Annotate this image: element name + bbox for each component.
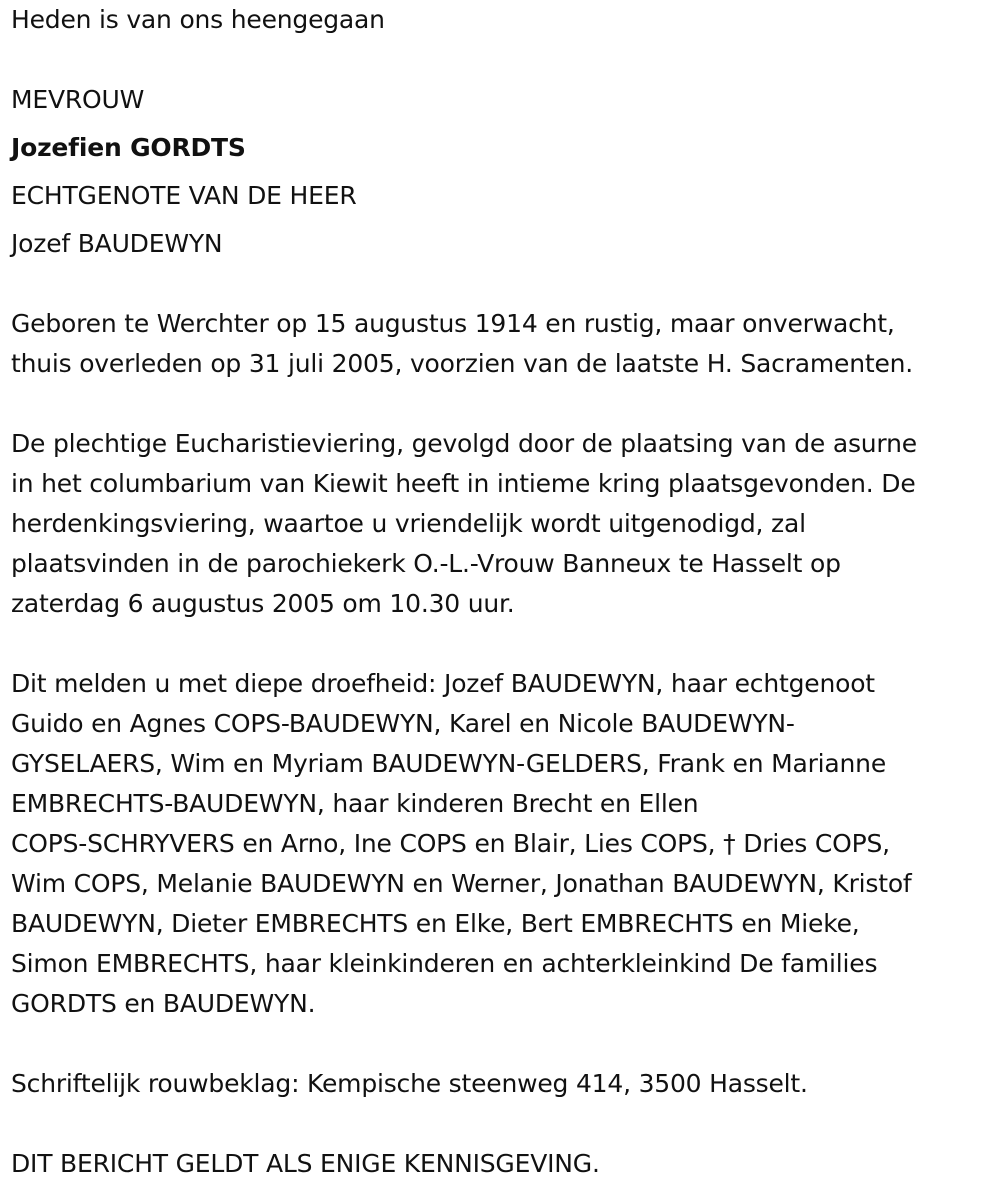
spacer [11,168,996,176]
spacer [11,216,996,224]
spouse-name: Jozef BAUDEWYN [11,229,223,258]
paragraph-line: Guido en Agnes COPS-BAUDEWYN, Karel en Nicole BAUDEWYN- [11,709,795,738]
honorific: MEVROUW [11,85,145,114]
spacer [11,1104,996,1144]
spacer [11,40,996,80]
paragraph-line: COPS-SCHRYVERS en Arno, Ine COPS en Blair, Lies COPS, † Dries COPS, [11,829,890,858]
paragraph-line: EMBRECHTS-BAUDEWYN, haar kinderen Brecht en Ellen [11,789,699,818]
paragraph-line: Wim COPS, Melanie BAUDEWYN en Werner, Jonathan BAUDEWYN, Kristof [11,869,912,898]
paragraph-line: Dit melden u met diepe droefheid: Jozef BAUDEWYN, haar echtgenoot [11,669,875,698]
paragraph-line: GORDTS en BAUDEWYN. [11,989,316,1018]
paragraph-line: De plechtige Eucharistieviering, gevolgd door de plaatsing van de asurne [11,429,917,458]
ceremony-paragraph [11,424,996,624]
paragraph-line: Simon EMBRECHTS, haar kleinkinderen en achterkleinkind De families [11,949,878,978]
paragraph-line: in het columbarium van Kiewit heeft in intieme kring plaatsgevonden. De [11,469,916,498]
paragraph-line: GYSELAERS, Wim en Myriam BAUDEWYN-GELDERS, Frank en Marianne [11,749,886,778]
spacer [11,384,996,424]
paragraph-line: Geboren te Werchter op 15 augustus 1914 en rustig, maar onverwacht, [11,309,895,338]
obituary-notice [11,0,996,1184]
deceased-name: Jozefien GORDTS [11,133,246,162]
relation-text: ECHTGENOTE VAN DE HEER [11,181,357,210]
spacer [11,264,996,304]
paragraph-line: herdenkingsviering, waartoe u vriendelijk wordt uitgenodigd, zal [11,509,806,538]
paragraph-line: zaterdag 6 augustus 2005 om 10.30 uur. [11,589,515,618]
spacer [11,1024,996,1064]
paragraph-line: thuis overleden op 31 juli 2005, voorzien van de laatste H. Sacramenten. [11,349,914,378]
intro-text: Heden is van ons heengegaan [11,5,385,34]
closing-statement: DIT BERICHT GELDT ALS ENIGE KENNISGEVING. [11,1149,600,1178]
spacer [11,120,996,128]
birth-death-paragraph [11,304,996,384]
paragraph-line: plaatsvinden in de parochiekerk O.-L.-Vrouw Banneux te Hasselt op [11,549,841,578]
family-paragraph [11,664,996,1024]
condolence-address: Schriftelijk rouwbeklag: Kempische steenweg 414, 3500 Hasselt. [11,1069,808,1098]
paragraph-line: BAUDEWYN, Dieter EMBRECHTS en Elke, Bert EMBRECHTS en Mieke, [11,909,860,938]
spacer [11,624,996,664]
